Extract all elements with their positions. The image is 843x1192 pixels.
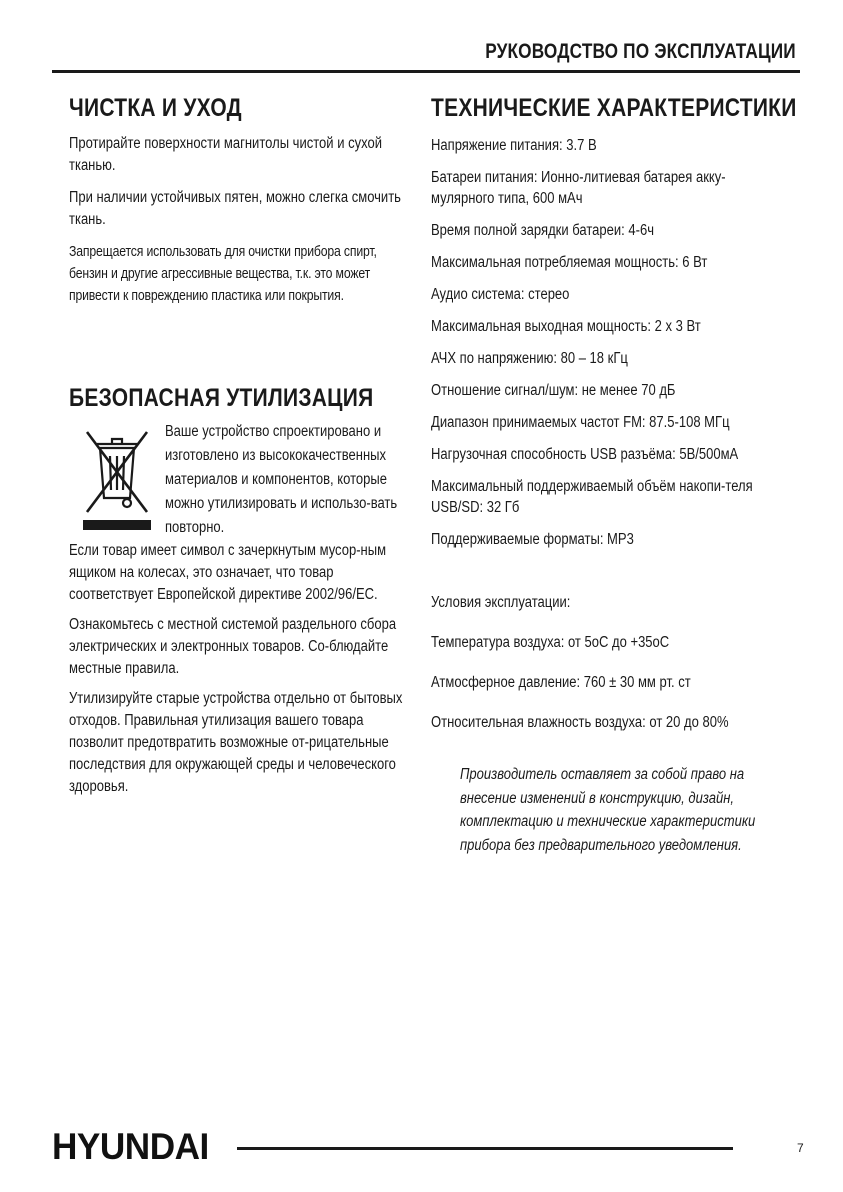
footer-divider — [237, 1147, 733, 1150]
disposal-paragraph: Если товар имеет символ с зачеркнутым мусор-ным ящиком на колесах, это означает, что товар соответствует Европейской директиве 2002/96/EC. — [69, 542, 387, 603]
spec-item: Отношение сигнал/шум: не менее 70 дБ — [431, 382, 676, 399]
notice-text: Производитель оставляет за собой право на внесение изменений в конструкцию, дизайн, комплектацию и технические характеристики прибора без предварительного уведомления. — [460, 766, 756, 854]
spec-item: Аудио система: стерео — [431, 286, 570, 303]
disposal-paragraph: Ознакомьтесь с местной системой раздельного сбора электрических и электронных товаров. Со-блюдайте местные правила. — [69, 616, 397, 677]
crossed-out-wheelie-bin-icon — [79, 426, 155, 536]
spec-item: Максимальный поддерживаемый объём накопи-теля USB/SD: 32 Гб — [431, 478, 753, 516]
disposal-paragraphs — [69, 540, 409, 806]
operating-conditions — [431, 592, 776, 752]
specs-title: ТЕХНИЧЕСКИЕ ХАРАКТЕРИСТИКИ — [431, 94, 797, 122]
brand-logo: HYUNDAI — [52, 1126, 209, 1167]
spec-item: АЧХ по напряжению: 80 – 18 кГц — [431, 350, 628, 367]
spec-item: Поддерживаемые форматы: MP3 — [431, 531, 634, 548]
disposal-intro: Ваше устройство спроектировано и изготовлено из высококачественных материалов и компонентов, которые можно утилизировать и использо-вать повторно. — [165, 423, 398, 536]
header-divider — [52, 70, 800, 73]
specs-section — [431, 93, 797, 550]
disposal-paragraph: Утилизируйте старые устройства отдельно от бытовых отходов. Правильная утилизация вашего товара позволит предотвратить возможные от-рицательные последствия для окружающей среды и человеческого здоровья. — [69, 690, 403, 795]
care-paragraph: При наличии устойчивых пятен, можно слегка смочить ткань. — [69, 189, 401, 228]
spec-item: Батареи питания: Ионно-литиевая батарея акку-мулярного типа, 600 мАч — [431, 169, 726, 207]
spec-item: Нагрузочная способность USB разъёма: 5В/500мА — [431, 446, 739, 463]
care-paragraph: Протирайте поверхности магнитолы чистой и сухой тканью. — [69, 135, 382, 174]
care-title: ЧИСТКА И УХОД — [69, 94, 242, 122]
page-number: 7 — [797, 1141, 804, 1155]
spec-item: Максимальная потребляемая мощность: 6 Вт — [431, 254, 708, 271]
manufacturer-notice — [460, 763, 760, 857]
spec-item: Время полной зарядки батареи: 4-6ч — [431, 222, 655, 239]
condition-item: Температура воздуха: от 5оС до +35оС — [431, 634, 670, 651]
conditions-heading: Условия эксплуатации: — [431, 594, 571, 611]
condition-item: Относительная влажность воздуха: от 20 до 80% — [431, 714, 729, 731]
document-title: РУКОВОДСТВО ПО ЭКСПЛУАТАЦИИ — [485, 40, 796, 63]
disposal-title: БЕЗОПАСНАЯ УТИЛИЗАЦИЯ — [69, 384, 374, 412]
spec-item: Диапазон принимаемых частот FM: 87.5-108 МГц — [431, 414, 730, 431]
condition-item: Атмосферное давление: 760 ± 30 мм рт. ст — [431, 674, 691, 691]
spec-item: Максимальная выходная мощность: 2 х 3 Вт — [431, 318, 701, 335]
care-paragraph: Запрещается использовать для очистки прибора спирт, бензин и другие агрессивные вещества, т.к. это может привести к повреждению пластика или покрытия. — [69, 244, 377, 304]
spec-item: Напряжение питания: 3.7 В — [431, 137, 597, 154]
care-section — [69, 93, 409, 307]
